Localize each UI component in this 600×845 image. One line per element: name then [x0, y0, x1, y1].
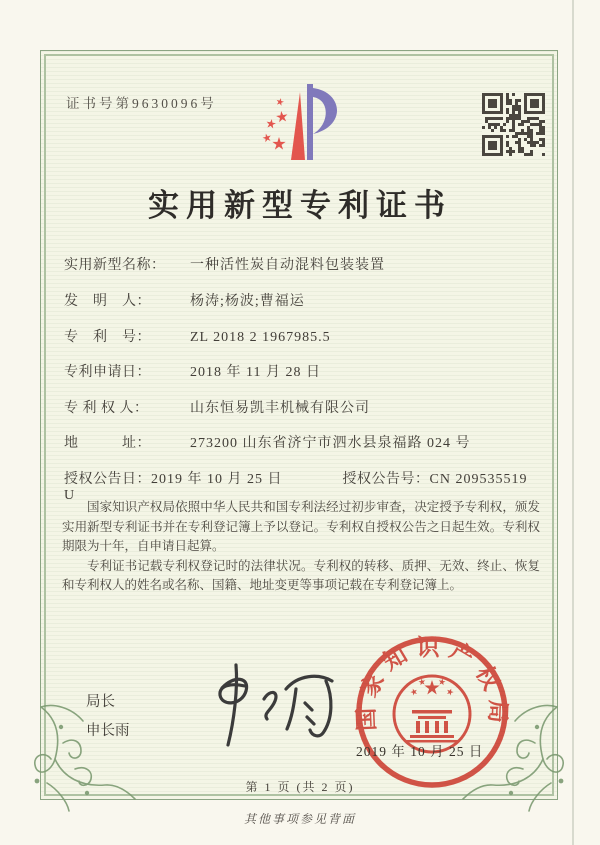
qr-code-icon	[482, 93, 545, 156]
qr-finder-bottom-left	[482, 135, 503, 156]
grant-number: CN 209535519 U	[64, 472, 528, 503]
grant-number-label: 授权公告号：	[342, 472, 430, 487]
field-row-patentee	[64, 397, 540, 417]
legal-paragraph-2: 专利证书记载专利权登记时的法律状况。专利权的转移、质押、无效、终止、恢复和专利权人的姓名或名称、国籍、地址变更等事项记载在专利登记簿上。	[62, 558, 540, 592]
scan-edge	[572, 0, 574, 845]
legal-text	[62, 498, 540, 596]
field-row-inventors	[64, 290, 540, 310]
field-row-patent-number	[64, 326, 540, 346]
field-label: 实用新型名称：	[64, 258, 166, 273]
qr-finder-top-right	[524, 93, 545, 114]
director-name: 申长雨	[86, 723, 130, 739]
field-row-invention-name	[64, 254, 540, 274]
back-side-note: 其他事项参见背面	[243, 812, 356, 826]
director-block	[86, 688, 130, 746]
director-title: 局长	[86, 694, 115, 710]
field-value: 一种活性炭自动混料包装装置	[190, 258, 385, 273]
field-row-filing-date	[64, 361, 540, 381]
field-value: 杨涛;杨波;曹福运	[190, 294, 305, 309]
field-label: 地 址：	[64, 436, 151, 451]
field-value: ZL 2018 2 1967985.5	[190, 330, 331, 345]
seal-agency-text: 国家知识产权局	[353, 634, 511, 732]
page-number: 第 1 页 (共 2 页)	[245, 780, 355, 794]
grant-date-label: 授权公告日：	[64, 472, 151, 487]
legal-paragraph-1: 国家知识产权局依照中华人民共和国专利法经过初步审查，决定授予专利权，颁发实用新型专利证书并在专利登记簿上予以登记。专利权自授权公告之日起生效。专利权期限为十年，自申请日起算。	[62, 500, 540, 553]
field-label: 专 利 权 人：	[64, 401, 149, 416]
field-label: 专 利 号：	[64, 330, 151, 345]
field-row-address	[64, 432, 540, 452]
field-label: 专利申请日：	[64, 365, 151, 380]
field-value: 山东恒易凯丰机械有限公司	[190, 401, 370, 416]
certificate-title: 实用新型专利证书	[148, 188, 452, 223]
seal-date: 2019 年 10 月 25 日	[356, 744, 484, 759]
field-value: 273200 山东省济宁市泗水县泉福路 024 号	[190, 436, 471, 451]
cnipa-patent-logo-icon	[255, 80, 355, 172]
qr-finder-top-left	[482, 93, 503, 114]
national-emblem-seal-icon	[352, 632, 512, 792]
field-label: 发 明 人：	[64, 294, 151, 309]
director-signature	[192, 655, 342, 755]
field-value: 2018 年 11 月 28 日	[190, 365, 321, 380]
certificate-number: 证书号第9630096号	[66, 96, 217, 111]
grant-date: 2019 年 10 月 25 日	[151, 472, 283, 487]
